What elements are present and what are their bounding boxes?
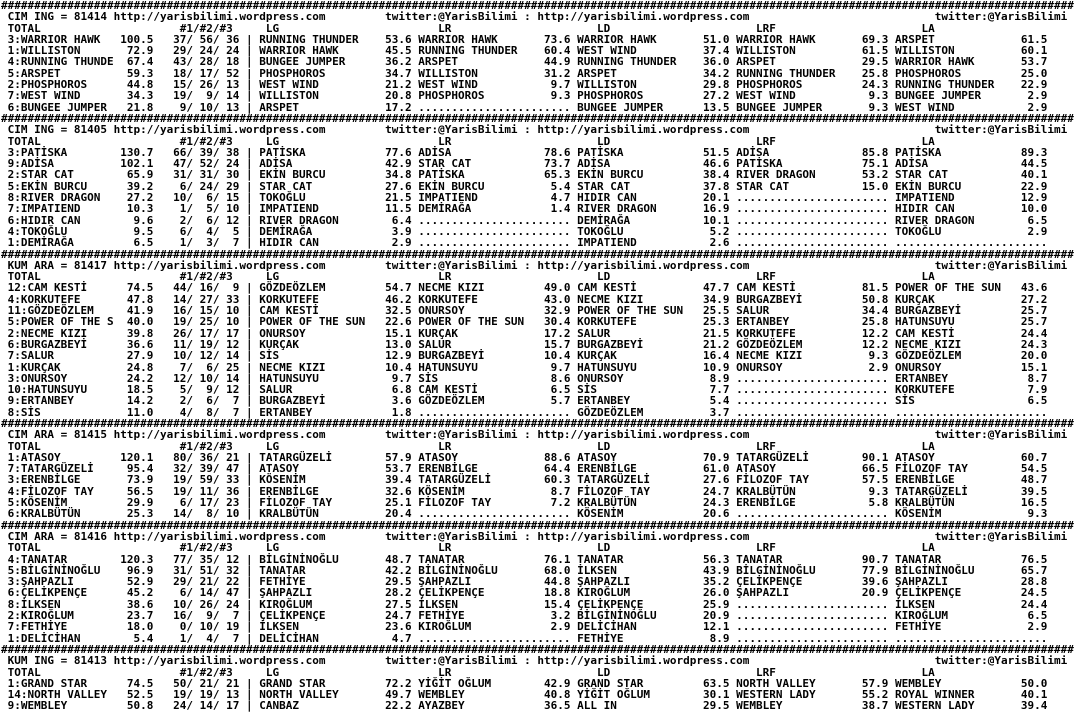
data-row: 2:PHOSPHOROS 44.8 15/ 26/ 13 | WEST WIND 21.2 WEST WIND 9.7 WILLISTON 29.8 PHOSPHOROS 24.3 RUNNING THUNDER 22.9 (1, 78, 1054, 92)
separator-line: ################################################################################################################################################################## (1, 518, 1074, 532)
separator-line: ################################################################################################################################################################## (1, 111, 1074, 125)
data-row: 8:SİS 11.0 4/ 8/ 7 | ERTANBEY 1.8 ....................... GÖZDEÖZLEM 3.7 ....................... ....................... (1, 405, 1054, 419)
data-row: 5:EKİN BURCU 39.2 6/ 24/ 29 | STAR CAT 27.6 EKİN BURCU 5.4 STAR CAT 37.8 STAR CAT 15.0 EKİN BURCU 22.9 (1, 179, 1054, 193)
data-row: 7:WEST WIND 34.3 19/ 9/ 14 | WILLISTON 20.8 PHOSPHOROS 9.3 PHOSPHOROS 27.2 WEST WIND 9.3 BUNGEE JUMPER 2.9 (1, 89, 1054, 103)
data-row: 2:NECME KIZI 39.8 26/ 17/ 17 | ONURSOY 15.1 KURÇAK 17.2 SALUR 21.5 KORKUTEFE 12.2 CAM KESTİ 24.4 (1, 326, 1054, 340)
data-row: 5:BİLGİNİNOĞLU 96.9 31/ 51/ 32 | TANATAR 42.2 BİLGİNİNOĞLU 68.0 İLKSEN 43.9 BİLGİNİNOĞLU 77.9 BİLGİNİNOĞLU 65.7 (1, 563, 1054, 577)
data-row: 7:TATARGÜZELİ 95.4 32/ 39/ 47 | ATASOY 53.7 ERENBİLGE 64.4 ERENBİLGE 61.0 ATASOY 66.5 FİLOZOF TAY 54.5 (1, 462, 1054, 476)
data-row: 7:SALUR 27.9 10/ 12/ 14 | SİS 12.9 BURGAZBEYİ 10.4 KURÇAK 16.4 NECME KIZI 9.3 GÖZDEÖZLEM 20.0 (1, 349, 1054, 363)
data-row: 6:ÇELİKPENÇE 45.2 6/ 14/ 47 | ŞAHPAZLI 28.2 ÇELİKPENÇE 18.8 KIROĞLUM 26.0 ŞAHPAZLI 20.9 ÇELİKPENÇE 24.5 (1, 586, 1054, 600)
data-row: 2:STAR CAT 65.9 31/ 31/ 30 | EKİN BURCU 34.8 PATİSKA 65.3 EKİN BURCU 38.4 RIVER DRAGON 53.2 STAR CAT 40.1 (1, 168, 1054, 182)
data-row: 6:HIDIR CAN 9.6 2/ 6/ 12 | RIVER DRAGON 6.4 ....................... DEMİRAĞA 10.1 ....................... RIVER DRAGON 6.5 (1, 213, 1054, 227)
section-header: CIM ING = 81414 http://yarisbilimi.wordpress.com twitter:@YarisBilimi : http://yarisbilimi.wordpress.com twitter:@YarisBilimi (1, 10, 1068, 24)
data-row: 3:ONURSOY 24.2 12/ 10/ 14 | HATUNSUYU 9.7 SİS 8.6 ONURSOY 8.9 ....................... ERTANBEY 8.7 (1, 371, 1054, 385)
separator-line: ################################################################################################################################################################## (1, 247, 1074, 261)
column-headers: TOTAL #1/#2/#3 LG LR LD LRF LA (1, 270, 935, 284)
section-header: CIM ING = 81405 http://yarisbilimi.wordpress.com twitter:@YarisBilimi : http://yarisbilimi.wordpress.com twitter:@YarisBilimi (1, 123, 1068, 137)
data-row: 3:PATİSKA 130.7 66/ 39/ 38 | PATİSKA 77.6 ADİSA 78.6 PATİSKA 51.5 ADİSA 85.8 PATİSKA 89.3 (1, 145, 1054, 159)
data-row: 4:TANATAR 120.3 77/ 35/ 12 | BİLGİNİNOĞLU 48.7 TANATAR 76.1 TANATAR 56.3 TANATAR 90.7 TANATAR 76.5 (1, 552, 1054, 566)
data-row: 4:FİLOZOF TAY 56.5 19/ 11/ 36 | ERENBİLGE 32.6 KÖSENİM 8.7 FİLOZOF TAY 24.7 KRALBÜTÜN 9.3 TATARGÜZELİ 39.5 (1, 484, 1054, 498)
data-row: 9:ERTANBEY 14.2 2/ 6/ 7 | BURGAZBEYİ 3.6 GÖZDEÖZLEM 5.7 ERTANBEY 5.4 ....................... SİS 6.5 (1, 394, 1054, 408)
column-headers: TOTAL #1/#2/#3 LG LR LD LRF LA (1, 665, 935, 679)
data-row: 1:WILLISTON 72.9 29/ 24/ 24 | WARRIOR HAWK 45.5 RUNNING THUNDER 60.4 WEST WIND 37.4 WILLISTON 61.5 WILLISTON 60.1 (1, 44, 1054, 58)
data-row: 7:FETHİYE 18.0 0/ 10/ 19 | İLKSEN 23.6 KIROĞLUM 2.9 DELİCİHAN 12.1 ....................... FETHİYE 2.9 (1, 620, 1054, 634)
separator-line: ################################################################################################################################################################## (1, 642, 1074, 656)
column-headers: TOTAL #1/#2/#3 LG LR LD LRF LA (1, 541, 935, 555)
data-row: 10:HATUNSUYU 18.5 5/ 9/ 12 | SALUR 6.8 CAM KESTİ 6.5 SİS 7.7 ....................... KORKUTEFE 7.9 (1, 383, 1054, 397)
section-header: CIM ARA = 81415 http://yarisbilimi.wordpress.com twitter:@YarisBilimi : http://yarisbilimi.wordpress.com twitter:@YarisBilimi (1, 428, 1068, 442)
data-row: 4:TOKOĞLU 9.5 6/ 4/ 5 | DEMİRAĞA 3.9 ....................... TOKOĞLU 5.2 ....................... TOKOĞLU 2.9 (1, 224, 1054, 238)
separator-line: ################################################################################################################################################################## (1, 416, 1074, 430)
separator-line: ################################################################################################################################################################## (1, 0, 1074, 12)
data-row: 1:KURÇAK 24.8 7/ 6/ 25 | NECME KIZI 10.4 HATUNSUYU 9.7 HATUNSUYU 10.9 ONURSOY 2.9 ONURSOY 15.1 (1, 360, 1054, 374)
data-row: 1:ATASOY 120.1 80/ 36/ 21 | TATARGÜZELİ 57.9 ATASOY 88.6 ATASOY 70.9 TATARGÜZELİ 90.1 ATASOY 60.7 (1, 450, 1054, 464)
data-row: 5:ARSPET 59.3 18/ 17/ 52 | PHOSPHOROS 34.7 WILLISTON 31.2 ARSPET 34.2 RUNNING THUNDER 25.8 PHOSPHOROS 25.0 (1, 66, 1054, 80)
data-row: 7:IMPATIEND 10.3 1/ 5/ 10 | IMPATIEND 11.5 DEMİRAĞA 1.4 RIVER DRAGON 16.9 ....................... HIDIR CAN 10.0 (1, 202, 1054, 216)
data-row: 3:WARRIOR HAWK 100.5 37/ 56/ 36 | RUNNING THUNDER 53.6 WARRIOR HAWK 73.6 WARRIOR HAWK 51.0 WARRIOR HAWK 69.3 ARSPET 61.5 (1, 32, 1054, 46)
data-row: 14:NORTH VALLEY 52.5 19/ 19/ 13 | NORTH VALLEY 49.7 WEMBLEY 40.8 YİĞİT OĞLUM 30.1 WESTERN LADY 55.2 ROYAL WINNER 40.1 (1, 688, 1054, 702)
data-row: 3:ŞAHPAZLI 52.9 29/ 21/ 22 | FETHİYE 29.5 ŞAHPAZLI 44.8 ŞAHPAZLI 35.2 ÇELİKPENÇE 39.6 ŞAHPAZLI 28.8 (1, 575, 1054, 589)
data-row: 4:KORKUTEFE 47.8 14/ 27/ 33 | KORKUTEFE 46.2 KORKUTEFE 43.0 NECME KIZI 34.9 BURGAZBEYİ 50.8 KURÇAK 27.2 (1, 292, 1054, 306)
data-row: 9:WEMBLEY 50.8 24/ 14/ 17 | CANBAZ 22.2 AYAZBEY 36.5 ALL IN 29.5 WEMBLEY 38.7 WESTERN LADY 39.4 (1, 699, 1054, 712)
data-row: 11:GÖZDEÖZLEM 41.9 16/ 15/ 10 | CAM KESTİ 32.5 ONURSOY 32.9 POWER OF THE SUN 25.5 SALUR 34.4 BURGAZBEYİ 25.7 (1, 304, 1054, 318)
data-row: 1:DELİCİHAN 5.4 1/ 4/ 7 | DELİCİHAN 4.7 ....................... FETHİYE 8.9 ....................... ....................... (1, 631, 1054, 645)
data-row: 9:ADİSA 102.1 47/ 52/ 24 | ADİSA 42.9 STAR CAT 73.7 ADİSA 46.6 PATİSKA 75.1 ADİSA 44.5 (1, 157, 1054, 171)
column-headers: TOTAL #1/#2/#3 LG LR LD LRF LA (1, 134, 935, 148)
section-header: KUM ARA = 81417 http://yarisbilimi.wordpress.com twitter:@YarisBilimi : http://yarisbilimi.wordpress.com twitter:@YarisBilimi (1, 258, 1068, 272)
data-row: 1:DEMİRAĞA 6.5 1/ 3/ 7 | HIDIR CAN 2.9 ....................... IMPATIEND 2.6 ....................... ....................... (1, 236, 1054, 250)
data-row: 1:GRAND STAR 74.5 50/ 21/ 21 | GRAND STAR 72.2 YİĞİT OĞLUM 42.9 GRAND STAR 63.5 NORTH VALLEY 57.9 WEMBLEY 50.0 (1, 676, 1054, 690)
section-header: CIM ARA = 81416 http://yarisbilimi.wordpress.com twitter:@YarisBilimi : http://yarisbilimi.wordpress.com twitter:@YarisBilimi (1, 529, 1068, 543)
data-row: 2:KIROĞLUM 23.7 16/ 9/ 7 | ÇELİKPENÇE 24.7 FETHİYE 3.2 BİLGİNİNOĞLU 20.9 ....................... KIROĞLUM 6.5 (1, 609, 1054, 623)
data-row: 6:BUNGEE JUMPER 21.8 9/ 10/ 13 | ARSPET 17.2 ....................... BUNGEE JUMPER 13.5 BUNGEE JUMPER 9.3 WEST WIND 2.9 (1, 100, 1054, 114)
data-row: 3:ERENBİLGE 73.9 19/ 59/ 33 | KÖSENİM 39.4 TATARGÜZELİ 60.3 TATARGÜZELİ 27.6 FİLOZOF TAY 57.5 ERENBİLGE 48.7 (1, 473, 1054, 487)
column-headers: TOTAL #1/#2/#3 LG LR LD LRF LA (1, 439, 935, 453)
data-row: 8:İLKSEN 38.6 10/ 26/ 24 | KIROĞLUM 27.5 İLKSEN 15.4 ÇELİKPENÇE 25.9 ....................... İLKSEN 24.4 (1, 597, 1054, 611)
data-row: 5:POWER OF THE S 40.0 19/ 25/ 10 | POWER OF THE SUN 22.6 POWER OF THE SUN 30.4 KORKUTEFE 25.3 ERTANBEY 25.8 HATUNSUYU 25.7 (1, 315, 1054, 329)
data-row: 5:KÖSENİM 29.9 6/ 17/ 23 | FİLOZOF TAY 25.1 FİLOZOF TAY 7.2 KRALBÜTÜN 24.3 ERENBİLGE 5.8 KRALBÜTÜN 16.5 (1, 496, 1054, 510)
section-header: KUM ING = 81413 http://yarisbilimi.wordpress.com twitter:@YarisBilimi : http://yarisbilimi.wordpress.com twitter:@YarisBilimi (1, 654, 1068, 668)
data-row: 12:CAM KESTİ 74.5 44/ 16/ 9 | GÖZDEÖZLEM 54.7 NECME KIZI 49.0 CAM KESTİ 47.7 CAM KESTİ 81.5 POWER OF THE SUN 43.6 (1, 281, 1054, 295)
column-headers: TOTAL #1/#2/#3 LG LR LD LRF LA (1, 21, 935, 35)
data-row: 6:KRALBÜTÜN 25.3 14/ 8/ 10 | KRALBÜTÜN 20.4 ....................... KÖSENİM 20.6 ....................... KÖSENİM 9.3 (1, 507, 1054, 521)
data-row: 8:RIVER DRAGON 27.2 10/ 6/ 15 | TOKOĞLU 21.5 IMPATIEND 4.7 HIDIR CAN 20.1 ....................... IMPATIEND 12.9 (1, 191, 1054, 205)
data-row: 4:RUNNING THUNDE 67.4 43/ 28/ 18 | BUNGEE JUMPER 36.2 ARSPET 44.9 RUNNING THUNDER 36.0 ARSPET 29.5 WARRIOR HAWK 53.7 (1, 55, 1054, 69)
data-row: 6:BURGAZBEYİ 36.6 11/ 19/ 12 | KURÇAK 13.0 SALUR 15.7 BURGAZBEYİ 21.2 GÖZDEÖZLEM 12.2 NECME KIZI 24.3 (1, 337, 1054, 351)
